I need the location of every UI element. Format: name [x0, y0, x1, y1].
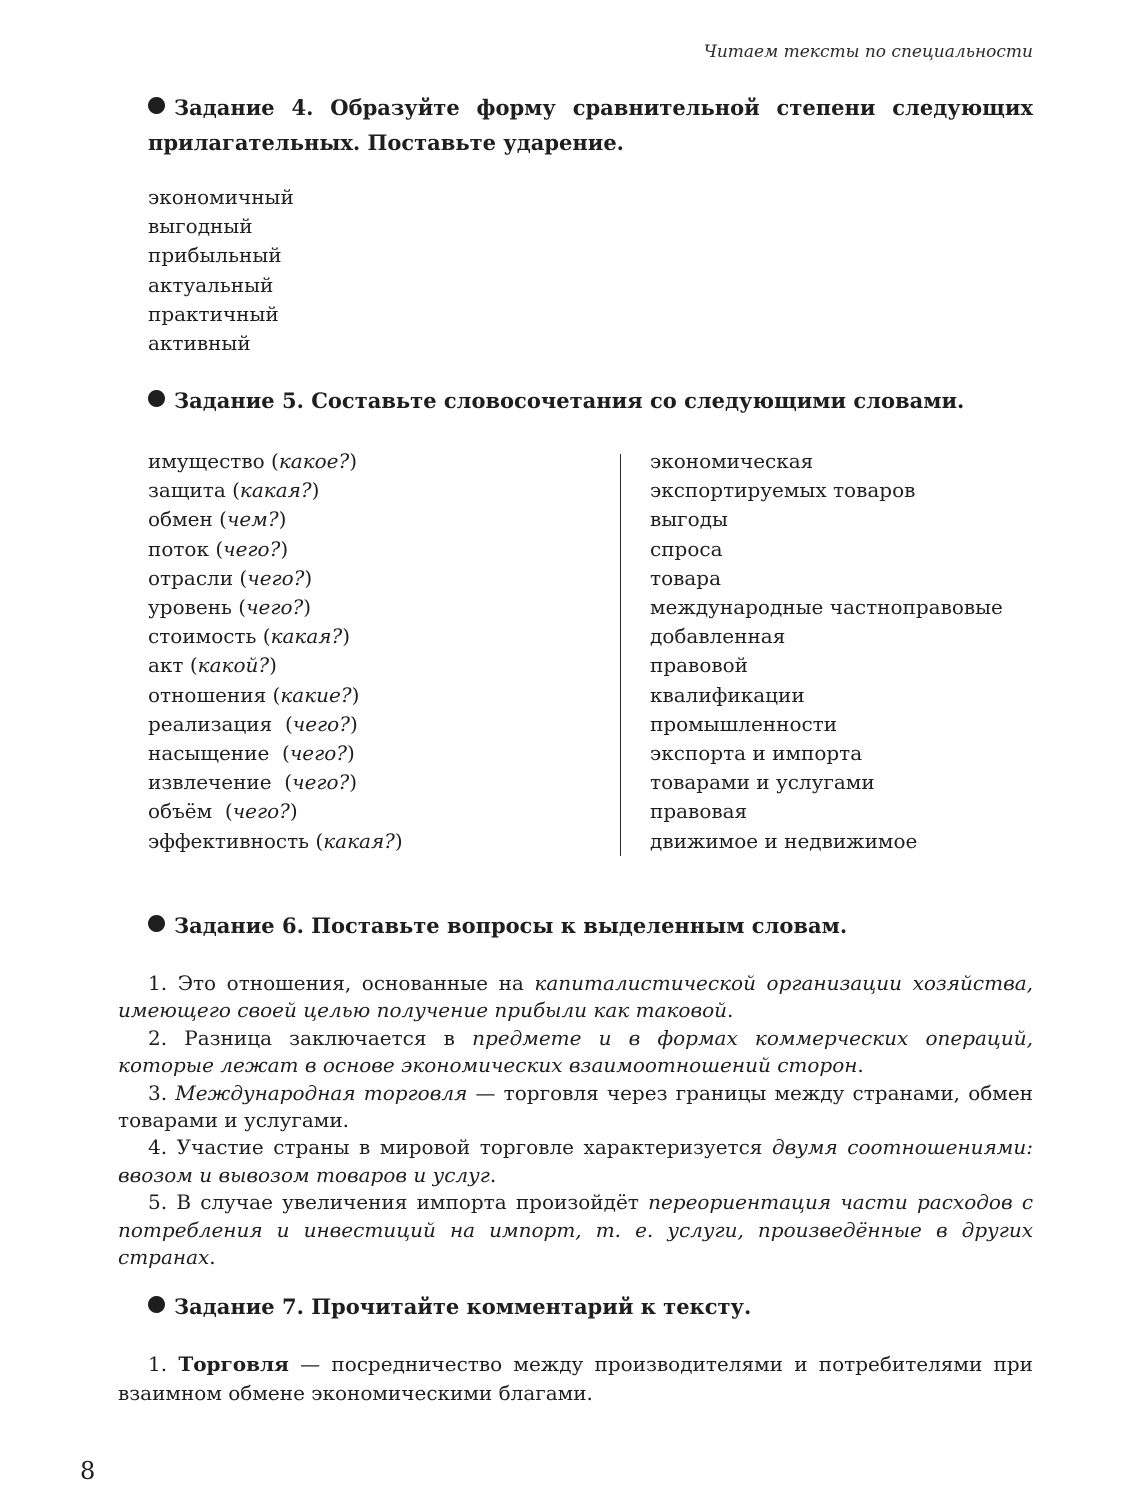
task7-heading-text: Задание 7. Прочитайте комментарий к тексту.	[174, 1294, 752, 1319]
bullet-icon	[148, 97, 165, 114]
bullet-icon	[148, 915, 165, 932]
task4-word-list	[148, 183, 294, 358]
task6-sentences	[118, 970, 1033, 1271]
list-item: экспортируемых товаров	[650, 478, 916, 503]
task7-heading	[148, 1289, 1033, 1324]
task5-heading	[148, 383, 1033, 418]
list-item: выгодный	[148, 214, 253, 239]
sentence: 4. Участие страны в мировой торговле характеризуется двумя соотношениями: ввозом и вывозом товаров и услуг.	[118, 1135, 1034, 1187]
bullet-icon	[148, 390, 165, 407]
list-item: активный	[148, 331, 251, 356]
list-item: извлечение (чего?)	[148, 770, 358, 795]
running-head: Читаем тексты по специальности	[703, 42, 1033, 62]
list-item: экспорта и импорта	[650, 741, 863, 766]
list-item: промышленности	[650, 711, 838, 736]
task4-heading-text: Задание 4. Образуйте форму сравнительной степени следующих прилагательных. Поставьте ударение.	[148, 95, 1033, 155]
list-item: движимое и недвижимое	[650, 828, 918, 853]
page-number: 8	[80, 1457, 96, 1485]
list-item: объём (чего?)	[148, 799, 298, 824]
task6-heading	[148, 908, 1033, 943]
list-item: товарами и услугами	[650, 770, 875, 795]
task6-heading-text: Задание 6. Поставьте вопросы к выделенным словам.	[174, 913, 848, 938]
list-item: защита (какая?)	[148, 478, 320, 503]
list-item: спроса	[650, 536, 723, 561]
task5-heading-text: Задание 5. Составьте словосочетания со следующими словами.	[174, 388, 965, 413]
sentence: 1. Это отношения, основанные на капиталистической организации хозяйства, имеющего своей целью получение прибыли как таковой.	[118, 971, 1034, 1023]
list-item: квалификации	[650, 682, 805, 707]
list-item: актуальный	[148, 272, 274, 297]
list-item: практичный	[148, 301, 279, 326]
list-item: эффективность (какая?)	[148, 828, 403, 853]
list-item: выгоды	[650, 507, 728, 532]
task7-comment: 1. Торговля — посредничество между производителями и потребителями при взаимном обмене экономическими благами.	[118, 1352, 1034, 1405]
list-item: уровень (чего?)	[148, 595, 312, 620]
bullet-icon	[148, 1296, 165, 1313]
list-item: имущество (какое?)	[148, 449, 358, 473]
list-item: реализация (чего?)	[148, 711, 358, 736]
list-item: прибыльный	[148, 243, 282, 268]
list-item: товара	[650, 565, 722, 590]
task4-heading	[148, 90, 1033, 160]
task5-right-column	[650, 447, 1003, 856]
list-item: правовой	[650, 653, 748, 678]
sentence: 3. Международная торговля — торговля через границы между странами, обмен товарами и услугами.	[118, 1080, 1034, 1133]
list-item: акт (какой?)	[148, 653, 277, 678]
list-item: международные частноправовые	[650, 595, 1003, 620]
sentence: 5. В случае увеличения импорта произойдёт переориентация части расходов с потребления и инвестиций на импорт, т. е. услуги, произведённые в других странах.	[118, 1190, 1034, 1270]
sentence: 2. Разница заключается в предмете и в формах коммерческих операций, которые лежат в основе экономических взаимоотношений сторон.	[118, 1025, 1034, 1078]
list-item: экономичный	[148, 185, 294, 209]
list-item: поток (чего?)	[148, 536, 289, 561]
list-item: правовая	[650, 799, 748, 824]
list-item: отрасли (чего?)	[148, 565, 313, 590]
task5-left-column	[148, 447, 403, 856]
list-item: добавленная	[650, 624, 786, 649]
list-item: стоимость (какая?)	[148, 624, 351, 649]
list-item: отношения (какие?)	[148, 682, 360, 707]
list-item: обмен (чем?)	[148, 507, 287, 532]
list-item: экономическая	[650, 449, 814, 473]
column-divider	[620, 454, 621, 856]
list-item: насыщение (чего?)	[148, 741, 355, 766]
